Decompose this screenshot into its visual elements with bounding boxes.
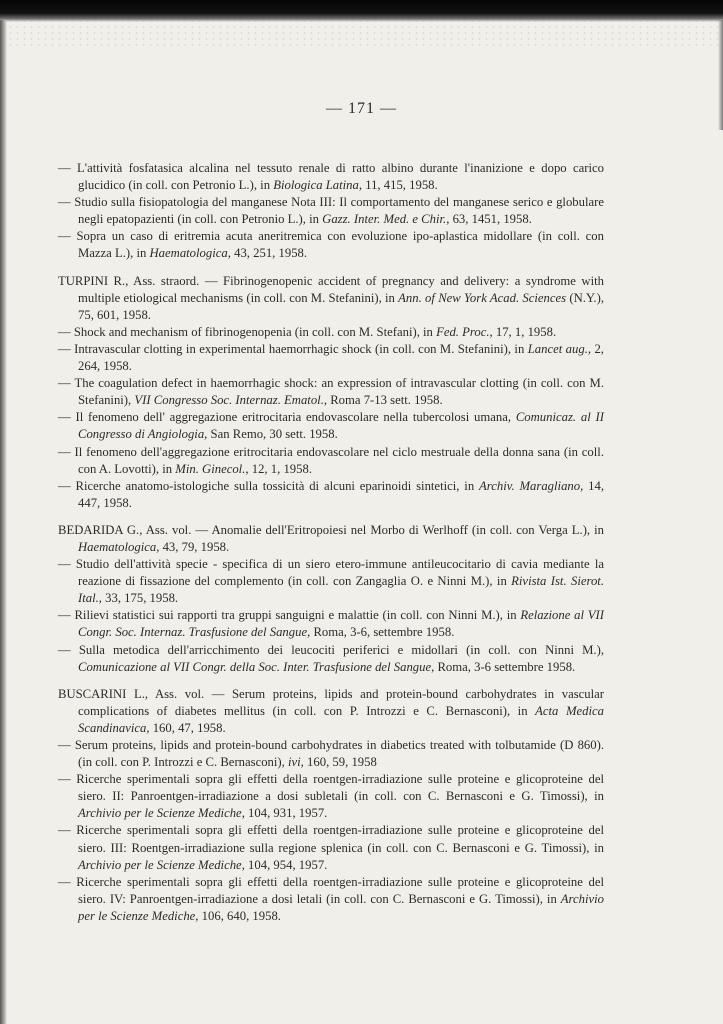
entry-citation-tail: 33, 175, 1958.	[101, 591, 179, 606]
entry-text: — Ricerche sperimentali sopra gli effetti della roentgen-irradiazione sulle proteine e glicoproteine del siero. IV: Panroentgen-irradiazione a dosi letali (in coll. con C. Bernasconi e G. Timossi), in	[58, 874, 604, 906]
bibliography-entry	[58, 228, 604, 262]
entry-citation-tail: 160, 59, 1958	[303, 755, 377, 770]
entry-citation-tail: Roma 7-13 sett. 1958.	[327, 393, 443, 408]
scan-noise	[0, 18, 723, 48]
entry-citation-tail: San Remo, 30 sett. 1958.	[207, 427, 338, 442]
entry-text: — Il fenomeno dell'aggregazione eritrocitaria endovascolare nel ciclo mestruale della donna sana (in coll. con A. Lovotti), in	[58, 444, 604, 476]
entry-citation-tail: 160, 47, 1958.	[149, 720, 226, 735]
bibliography-entry	[58, 409, 604, 443]
bibliography-entry	[58, 771, 604, 822]
section-gap	[58, 512, 604, 522]
entry-citation-tail: 43, 251, 1958.	[230, 246, 308, 261]
entry-citation-tail: (N.Y.), 75, 601, 1958.	[78, 290, 605, 322]
entry-text: — Il fenomeno dell' aggregazione eritrocitaria endovascolare nella tubercolosi umana,	[58, 410, 516, 425]
entry-journal: Relazione al VII Congr. Soc. Internaz. Trasfusione del Sangue,	[78, 608, 604, 640]
entry-journal: ivi,	[288, 755, 304, 770]
entry-text: — L'attività fosfatasica alcalina nel tessuto renale di ratto albino durante l'inanizione e dopo carico glucidico (in coll. con Petronio L.), in	[58, 161, 604, 193]
bibliography-entry	[58, 737, 604, 771]
entry-journal: Comunicazione al VII Congr. della Soc. Inter. Trasfusione del Sangue,	[78, 659, 435, 674]
section-gap	[58, 676, 604, 686]
bibliography-entry	[58, 822, 604, 873]
bibliography-entry	[58, 607, 604, 641]
entry-text: BUSCARINI L., Ass. vol. — Serum proteins, lipids and protein-bound carbohydrates in vascular complications of diabetes mellitus (in coll. con P. Introzzi e C. Bernasconi), in	[58, 686, 604, 718]
entry-text: BEDARIDA G., Ass. vol. — Anomalie dell'Eritropoiesi nel Morbo di Werlhoff (in coll. con Verga L.), in	[58, 522, 604, 537]
bibliography-list	[58, 160, 604, 925]
entry-text: — Studio sulla fisiopatologia del manganese Nota III: Il comportamento del manganese serico e globulare negli epatopazienti (in coll. con Petronio L.), in	[58, 195, 604, 227]
entry-journal: Lancet aug.,	[527, 341, 592, 356]
entry-text: — The coagulation defect in haemorrhagic shock: an expression of intravascular clotting (in coll. con M. Stefanini),	[58, 376, 604, 408]
entry-citation-tail: 2, 264, 1958.	[78, 341, 604, 374]
entry-journal: Comunicaz. al II Congresso di Angiologia,	[78, 410, 604, 442]
entry-journal: Rivista Ist. Sierot. Ital.,	[78, 574, 604, 606]
bibliography-entry	[58, 444, 604, 478]
entry-journal: Archiv. Maragliano,	[479, 478, 584, 493]
entry-journal: Archivio per le Scienze Mediche,	[78, 857, 245, 872]
entry-journal: Gazz. Inter. Med. e Chir.,	[322, 212, 450, 227]
bibliography-entry	[58, 478, 604, 512]
entry-text: — Ricerche sperimentali sopra gli effetti della roentgen-irradiazione sulle proteine e glicoproteine del siero. III: Roentgen-irradiazione sulla regione splenica (in coll. con C. Bernasconi e G. Timossi), in	[58, 823, 604, 855]
bibliography-entry	[58, 642, 604, 676]
bibliography-entry	[58, 686, 604, 737]
entry-citation-tail: Roma, 3-6, settembre 1958.	[310, 625, 455, 640]
entry-text: — Intravascular clotting in experimental haemorrhagic shock (in coll. con M. Stefanini), in	[58, 341, 528, 356]
bibliography-entry	[58, 273, 604, 324]
entry-citation-tail: 104, 931, 1957.	[244, 806, 328, 821]
entry-journal: Archivio per le Scienze Mediche,	[78, 891, 604, 923]
entry-journal: VII Congresso Soc. Internaz. Ematol.,	[134, 393, 328, 408]
entry-text: — Sulla metodica dell'arricchimento dei leucociti periferici e midollari (in coll. con Ninni M.),	[58, 642, 604, 657]
entry-citation-tail: 104, 954, 1957.	[244, 857, 328, 872]
entry-citation-tail: 11, 415, 1958.	[362, 178, 438, 193]
bibliography-entry	[58, 522, 604, 556]
entry-text: — Sopra un caso di eritremia acuta aneritremica con evoluzione ipo-aplastica midollare (in coll. con Mazza L.), in	[58, 229, 604, 261]
entry-journal: Fed. Proc.,	[436, 324, 493, 339]
entry-text: — Rilievi statistici sui rapporti tra gruppi sanguigni e malattie (in coll. con Ninni M.), in	[58, 608, 521, 623]
entry-text: — Serum proteins, lipids and protein-bound carbohydrates in diabetics treated with tolbutamide (D 860). (in coll. con P. Introzzi e C. Bernasconi),	[58, 738, 604, 770]
bibliography-entry	[58, 556, 604, 607]
entry-citation-tail: 12, 1, 1958.	[248, 461, 312, 476]
entry-journal: Haematologica,	[149, 246, 231, 261]
scan-border-left	[0, 20, 7, 1024]
page-number: — 171 —	[326, 100, 397, 117]
entry-journal: Ann. of New York Acad. Sciences	[398, 290, 567, 305]
bibliography-entry	[58, 874, 604, 925]
entry-citation-tail: 106, 640, 1958.	[198, 908, 281, 923]
entry-text: — Ricerche anatomo-istologiche sulla tossicità di alcuni eparinoidi sintetici, in	[58, 478, 480, 493]
entry-journal: Haematologica,	[78, 539, 160, 554]
bibliography-entry	[58, 194, 604, 228]
section-gap	[58, 263, 604, 273]
bibliography-entry	[58, 375, 604, 409]
entry-citation-tail: 43, 79, 1958.	[159, 539, 230, 554]
bibliography-entry	[58, 160, 604, 194]
entry-text: — Ricerche sperimentali sopra gli effetti della roentgen-irradiazione sulle proteine e glicoproteine del siero. II: Panroentgen-irradiazione a dosi subletali (in coll. con C. Bernasconi e G. Timossi), in	[58, 772, 604, 804]
entry-citation-tail: 63, 1451, 1958.	[449, 212, 532, 227]
entry-journal: Archivio per le Scienze Mediche,	[78, 806, 245, 821]
entry-text: — Shock and mechanism of fibrinogenopenia (in coll. con M. Stefani), in	[58, 324, 437, 339]
entry-text: TURPINI R., Ass. straord. — Fibrinogenopenic accident of pregnancy and delivery: a syndrome with multiple etiological mechanisms (in coll. con M. Stefanini), in	[58, 273, 604, 305]
entry-citation-tail: Roma, 3-6 settembre 1958.	[434, 659, 576, 674]
entry-journal: Acta Medica Scandinavica,	[78, 703, 604, 735]
entry-citation-tail: 17, 1, 1958.	[492, 324, 557, 339]
entry-text: — Studio dell'attività specie - specifica di un siero etero-immune antileucocitario di cavia mediante la reazione di fissazione del complemento (in coll. con Zangaglia O. e Ninni M.), in	[58, 557, 604, 589]
entry-citation-tail: 14, 447, 1958.	[78, 478, 605, 510]
bibliography-entry	[58, 324, 604, 341]
entry-journal: Biologica Latina,	[273, 178, 363, 193]
bibliography-entry	[58, 341, 604, 375]
entry-journal: Min. Ginecol.,	[175, 461, 249, 476]
